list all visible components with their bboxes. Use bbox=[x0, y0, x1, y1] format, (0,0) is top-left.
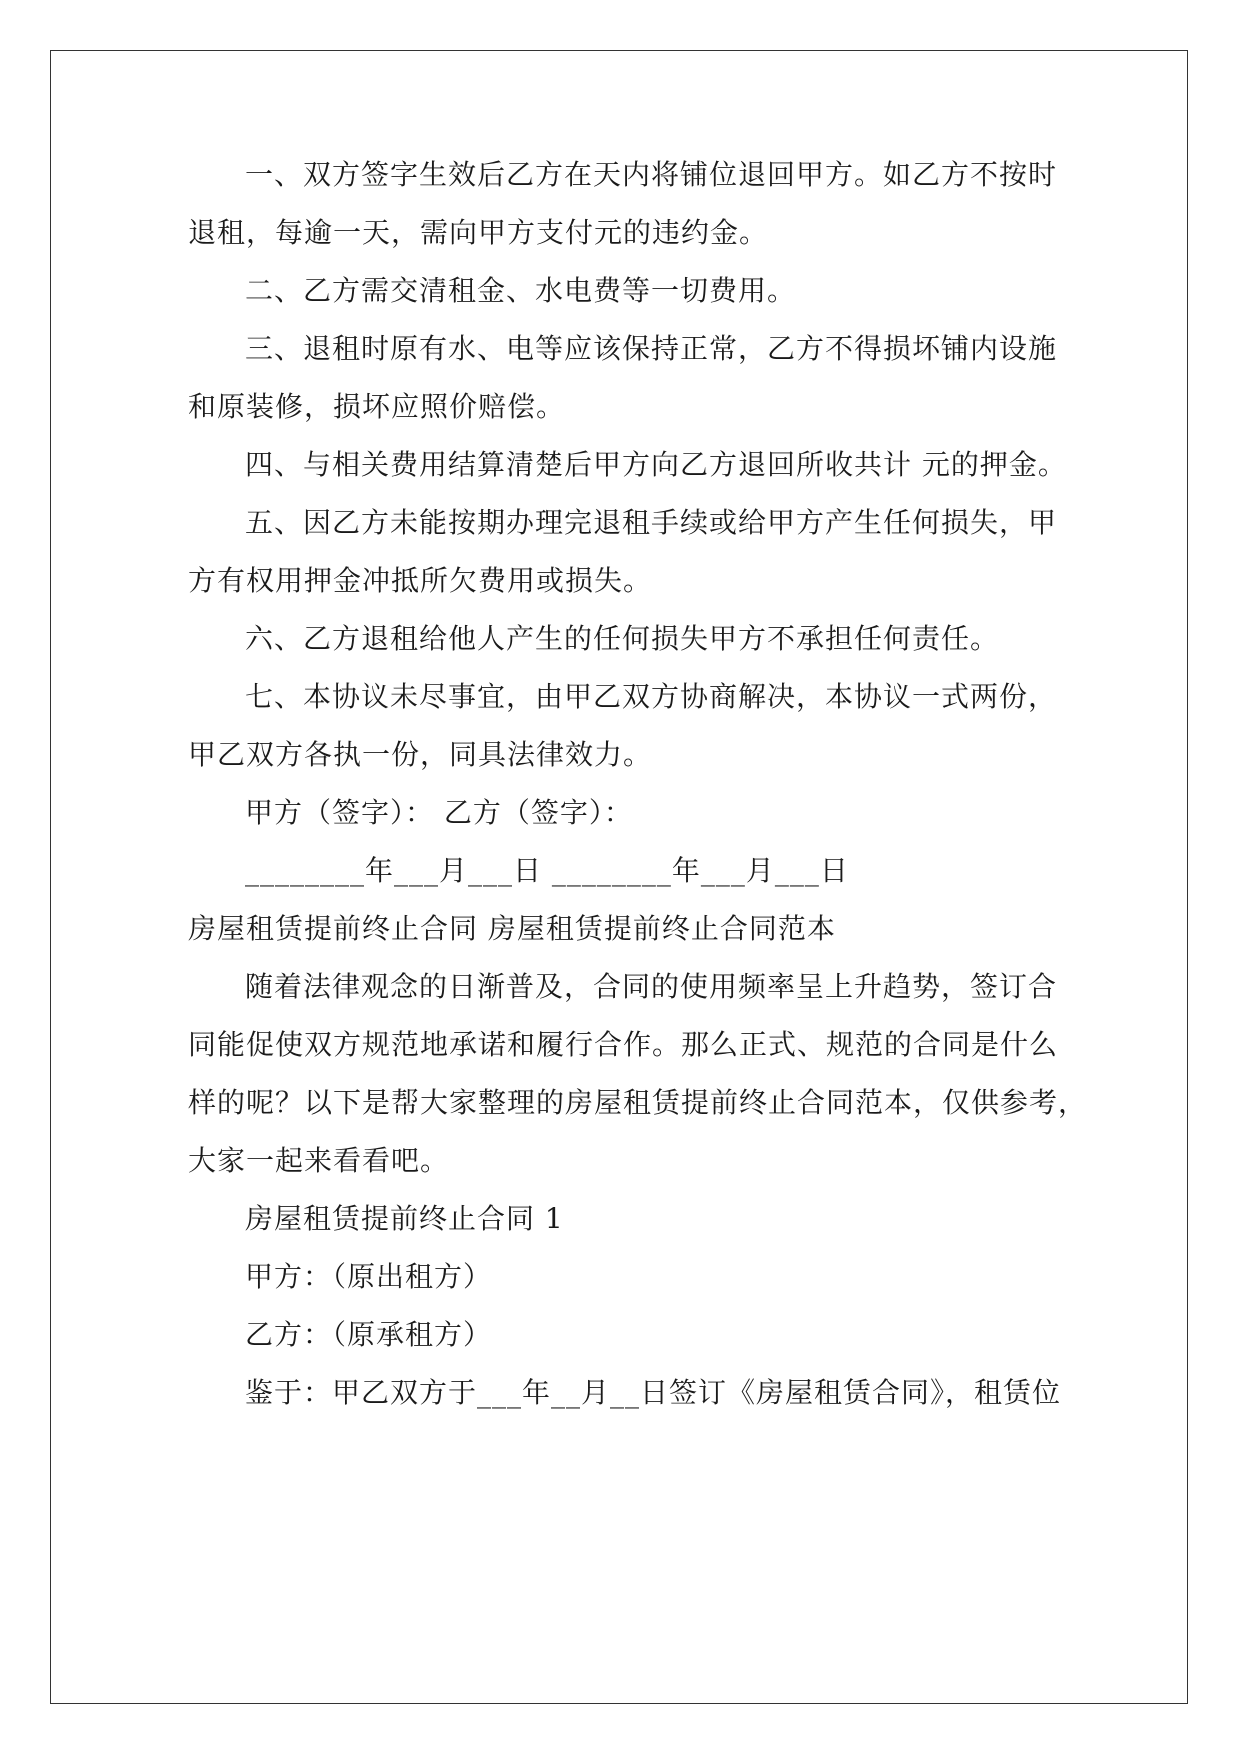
contract-title: 房屋租赁提前终止合同 1 bbox=[245, 1202, 564, 1235]
clause-3-line-1: 三、退租时原有水、电等应该保持正常，乙方不得损坏铺内设施 bbox=[245, 332, 1058, 365]
intro-line-3: 样的呢？以下是帮大家整理的房屋租赁提前终止合同范本，仅供参考， bbox=[188, 1086, 1088, 1119]
section-heading: 房屋租赁提前终止合同 房屋租赁提前终止合同范本 bbox=[188, 912, 836, 945]
clause-6: 六、乙方退租给他人产生的任何损失甲方不承担任何责任。 bbox=[245, 622, 1000, 655]
signature-line: 甲方（签字）： 乙方（签字）： bbox=[245, 796, 633, 829]
clause-2: 二、乙方需交清租金、水电费等一切费用。 bbox=[245, 274, 797, 307]
clause-3-line-2: 和原装修，损坏应照价赔偿。 bbox=[188, 390, 566, 423]
clause-7-line-2: 甲乙双方各执一份，同具法律效力。 bbox=[188, 738, 653, 771]
date-line: ________年___月___日 ________年___月___日 bbox=[245, 854, 849, 887]
clause-5-line-2: 方有权用押金冲抵所欠费用或损失。 bbox=[188, 564, 653, 597]
party-a: 甲方：（原出租方） bbox=[245, 1260, 493, 1293]
whereas-line: 鉴于：甲乙双方于___年__月__日签订《房屋租赁合同》，租赁位 bbox=[245, 1376, 1062, 1409]
party-b: 乙方：（原承租方） bbox=[245, 1318, 493, 1351]
intro-line-2: 同能促使双方规范地承诺和履行合作。那么正式、规范的合同是什么 bbox=[188, 1028, 1059, 1061]
clause-4: 四、与相关费用结算清楚后甲方向乙方退回所收共计 元的押金。 bbox=[245, 448, 1067, 481]
intro-line-4: 大家一起来看看吧。 bbox=[188, 1144, 450, 1177]
clause-1-line-2: 退租，每逾一天，需向甲方支付元的违约金。 bbox=[188, 216, 769, 249]
clause-5-line-1: 五、因乙方未能按期办理完退租手续或给甲方产生任何损失，甲 bbox=[245, 506, 1058, 539]
clause-7-line-1: 七、本协议未尽事宜，由甲乙双方协商解决，本协议一式两份， bbox=[245, 680, 1058, 713]
clause-1-line-1: 一、双方签字生效后乙方在天内将铺位退回甲方。如乙方不按时 bbox=[245, 158, 1058, 191]
intro-line-1: 随着法律观念的日渐普及，合同的使用频率呈上升趋势，签订合 bbox=[245, 970, 1058, 1003]
